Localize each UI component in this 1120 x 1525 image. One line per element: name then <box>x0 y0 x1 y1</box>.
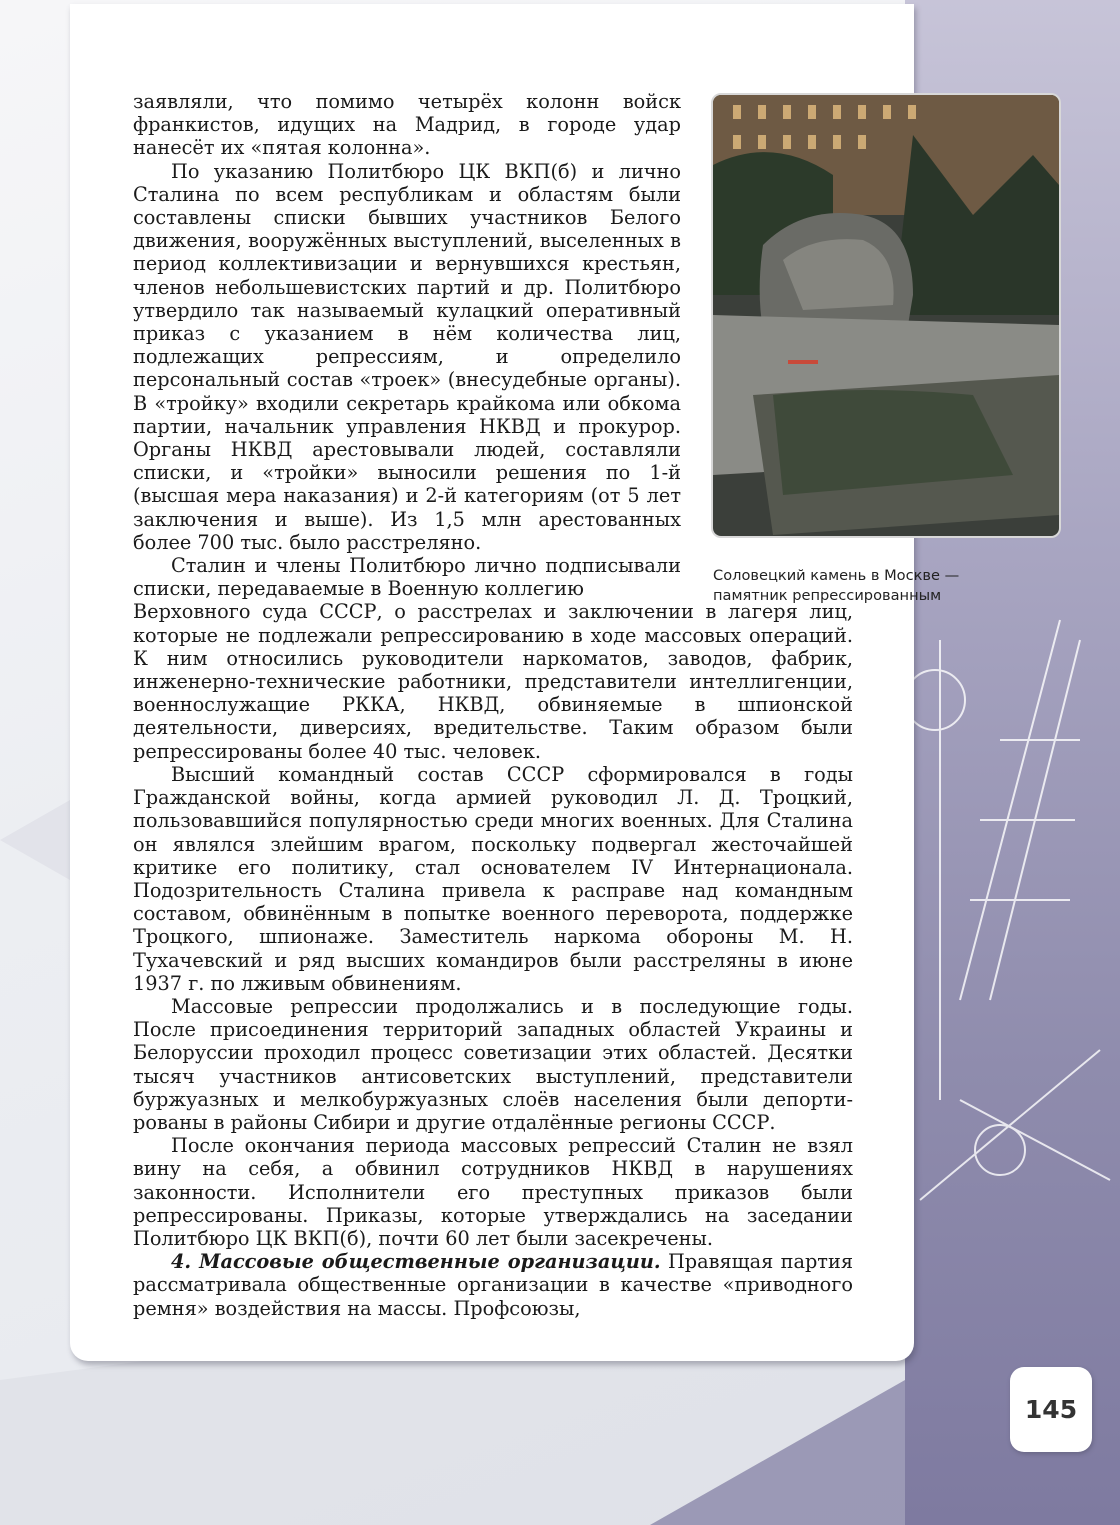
paragraph: После окончания периода массовых репрессий Сталин не взял вину на себя, а обвинил сотрудников НКВД в нарушениях законности. Исполнители его преступных приказов были репрессированы. Приказы, которые утверждались на заседании Политбюро ЦК ВКП(б), почти 60 лет были засекречены. <box>133 1134 853 1250</box>
paragraph: Сталин и члены Политбюро лично подписывали списки, передаваемые в Военную коллегию <box>133 554 681 601</box>
paragraph: Массовые репрессии продолжались и в последующие годы. После присоединения территорий западных областей Украины и Белоруссии проходил процесс советизации этих областей. Десятки тысяч участников антисоветских выступлений, представители буржуазных и мелкобуржуазных слоёв населения были депортированы в районы Сибири и другие отдалённые регионы СССР. <box>133 994 853 1134</box>
section-heading: 4. Массовые общественные организации. <box>171 1250 661 1274</box>
paragraph: По указанию Политбюро ЦК ВКП(б) и лично Сталина по всем республикам и областям были составлены списки бывших участников Белого движения, вооружённых выступлений, выселенных в период коллективизации и вернувшихся крестьян, членов небольшевистских партий и др. Политбюро утвердило так называемый кулацкий оперативный приказ с указанием в нём количества лиц, подлежащих репрессиям, и определило персональный состав «троек» (внесудебные органы). В «тройку» входили секретарь крайкома или обкома партии, начальник управления НКВД и прокурор. Органы НКВД арестовывали людей, составляли списки, и «тройки» выносили решения по 1-й (высшая мера наказания) и 2-й категориям (от 5 лет заключения и выше). Из 1,5 млн арестованных более 700 тыс. было расстреляно. <box>133 159 681 554</box>
section-text: Правящая партия рассматривала общественные организации в качестве «приводного ремня» воздействия на массы. Профсоюзы, <box>133 1250 853 1320</box>
section-paragraph <box>133 1250 853 1320</box>
paragraph: Высший командный состав СССР сформировался в годы Гражданской войны, когда армией руководил Л. Д. Троцкий, пользовавшийся популярностью среди многих военных. Для Сталина он являлся злейшим врагом, поскольку подвергал жесточайшей критике его политику, стал основателем IV Интернационала. Подозрительность Сталина привела к расправе над командным составом, обвинённым в попытке военного переворота, поддержке Троцкого, шпионаже. Заместитель наркома обороны М. Н. Тухачевский и ряд высших командиров были расстреляны в июне 1937 г. по лживым обвинениям. <box>133 762 853 995</box>
page-number: 145 <box>1010 1367 1092 1452</box>
text-column-narrow <box>133 90 681 600</box>
paragraph: Верховного суда СССР, о расстрелах и заключении в лагеря лиц, которые не подлежали репрессированию в ходе массовых операций. К ним относились руководители наркоматов, заводов, фабрик, инженерно-технические работники, представители интеллигенции, военнослужащие РККА, НКВД, обвиняемые в шпионской деятельности, диверсиях, вредительстве. Таким образом были репрессированы более 40 тыс. человек. <box>133 600 853 763</box>
photo-caption: Соловецкий камень в Москве — памятник репрессированным <box>713 567 960 604</box>
body-text <box>133 90 853 1320</box>
paragraph: заявляли, что помимо четырёх колонн войск франкистов, идущих на Мадрид, в городе удар нанесёт их «пятая колонна». <box>133 90 681 160</box>
